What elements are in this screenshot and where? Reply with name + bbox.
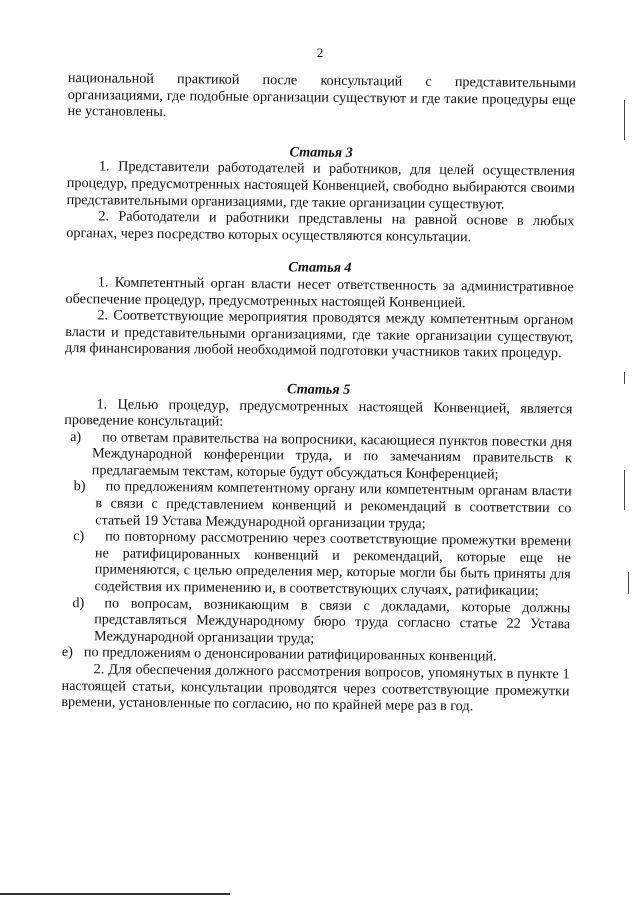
list-item-b [73, 479, 571, 534]
article-3-paragraph-2: 2. Работодатели и работники представлены на равной основе в любых органах, через посредство которых осуществляются консультации. [66, 208, 575, 245]
scan-edge-mark [624, 470, 625, 510]
article-5-paragraph-2: 2. Для обеспечения должного рассмотрения вопросов, упомянутых в пункте 1 настоящей статьи, консультации проводятся через соответствующие промежутки времени, установленные по согласию, но по крайней мере раз в год. [61, 661, 570, 715]
article-5-heading: Статья 5 [286, 381, 351, 398]
list-item-c [73, 528, 572, 600]
scan-edge-mark [624, 372, 625, 384]
article-4-paragraph-2: 2. Соответствующие мероприятия проводятся между компетентным органом власти и представительными организациями, где такие организации существуют, для финансирования любой необходимой подготовки участников таких процедур. [65, 307, 574, 362]
list-marker: d) [72, 594, 85, 611]
list-item-text: по ответам правительства на вопросники, касающиеся пунктов повестки дня Международной конференции труда, и по замечаниям правительств к предлагаемым текстам, которые будут обсуждаться Конференцией; [91, 429, 573, 483]
list-marker: a) [70, 428, 82, 445]
article-5-paragraph-1: 1. Целью процедур, предусмотренных настоящей Конвенцией, является проведение консультаций: [64, 395, 573, 430]
list-item-text: по предложениям компетентному органу или компетентным органам власти в связи с представлением конвенций и рекомендаций в соответствии со статьей 19 Устава Международной организации труда; [95, 478, 572, 532]
document-body [61, 70, 576, 716]
article-3-heading: Статья 3 [289, 144, 353, 161]
scan-edge-mark [624, 100, 625, 140]
scan-bottom-rule [0, 893, 230, 895]
scan-edge-mark [628, 572, 629, 594]
article-3-paragraph-1: 1. Представители работодателей и работников, для целей осуществления процедур, предусмотренных настоящей Конвенцией, свободно выбираются своими представительными организациями, где такие организации существуют. [66, 158, 576, 213]
list-marker: e) [61, 644, 74, 661]
list-marker: b) [73, 478, 86, 495]
article-4-paragraph-1: 1. Компетентный орган власти несет ответственность за административное обеспечение процедур, предусмотренных настоящей Конвенцией. [65, 274, 574, 311]
list-marker: c) [73, 528, 85, 545]
list-item-a [70, 429, 572, 484]
list-item-text: по предложениям о денонсировании ратифицированных конвенций. [83, 644, 497, 665]
intro-paragraph: национальной практикой после консультаций с представительными организациями, где подобные организации существуют и где такие процедуры еще не установлены. [67, 70, 576, 121]
article-4-heading: Статья 4 [288, 259, 352, 277]
list-item-text: по вопросам, возникающим в связи с докладами, которые должны представляться Международному бюро труда согласно статье 22 Устава Международной организации труда; [93, 595, 571, 647]
list-item-text: по повторному рассмотрению через соответствующие промежутки времени не ратифицированных конвенций и рекомендаций, которые еще не применяются, с целью определения мер, которые могли бы быть приняты для содействия их применению и, в соответствующих случаях, ратификации; [94, 528, 572, 599]
list-item-d [72, 595, 570, 650]
page-number: 2 [316, 45, 324, 60]
